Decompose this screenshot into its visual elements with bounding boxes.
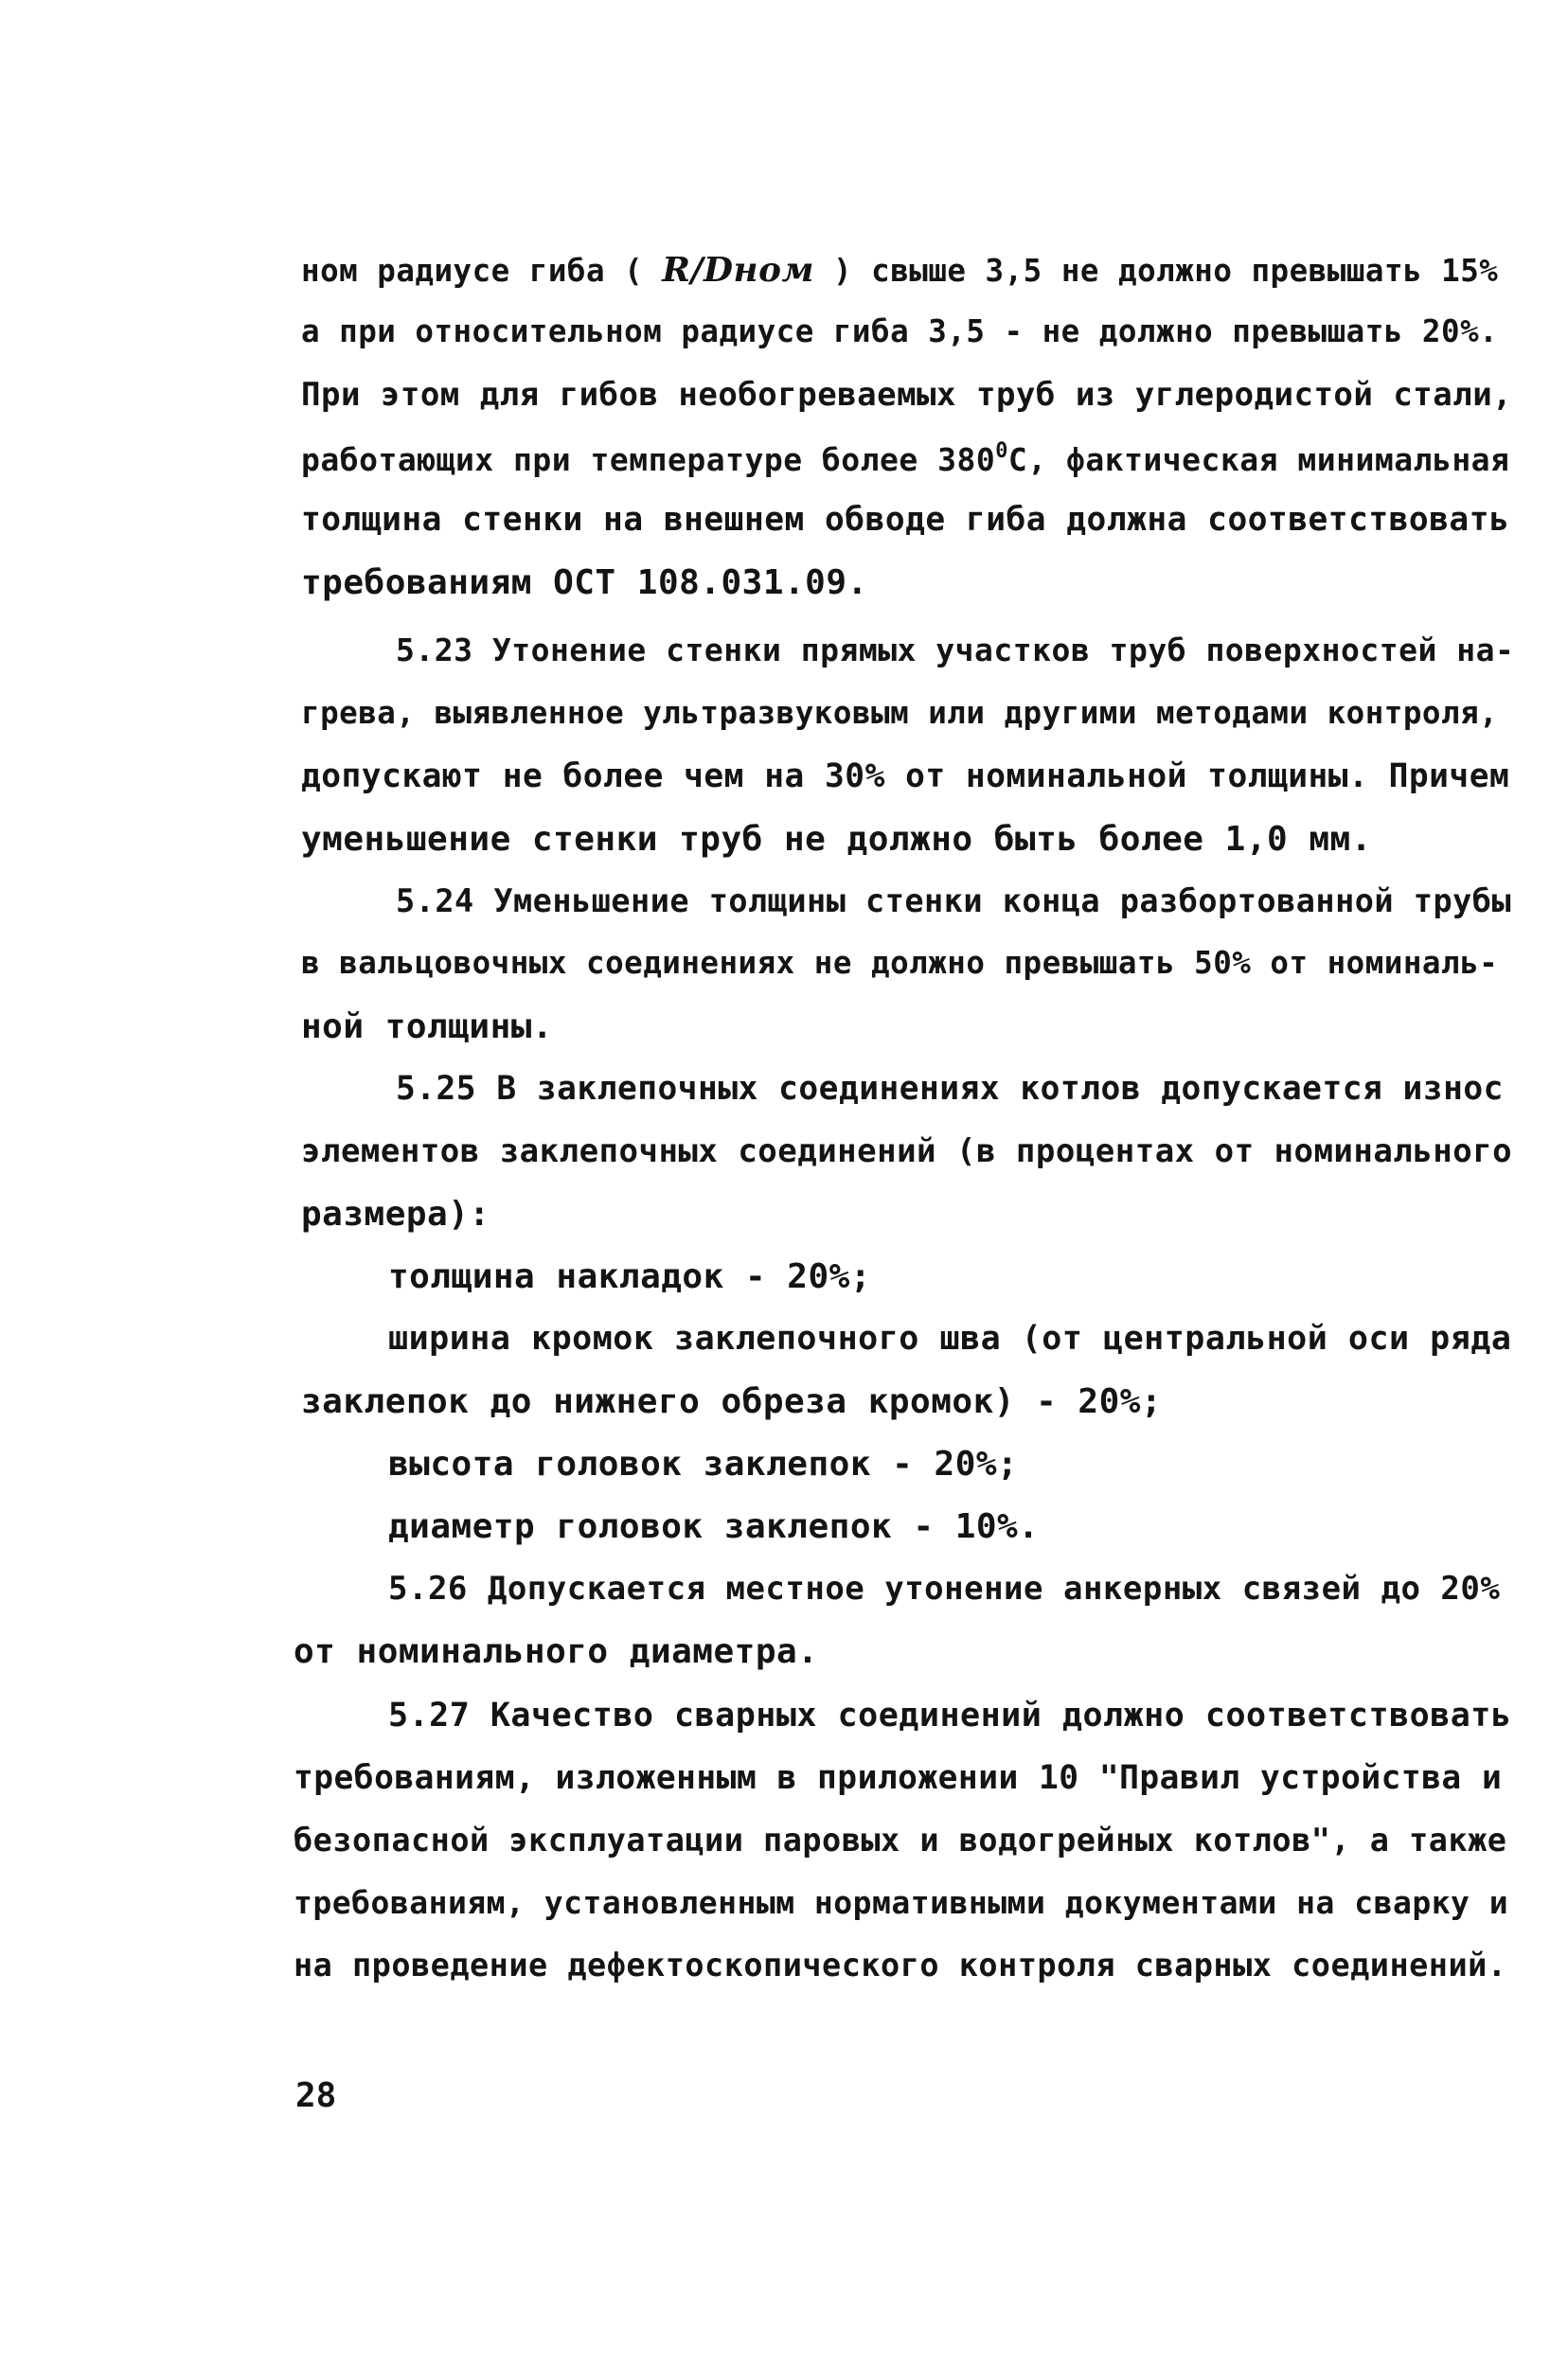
list-item: толщина накладок - 20%; — [388, 1257, 871, 1296]
text-line: размера): — [301, 1195, 490, 1234]
clause-5-24-heading: 5.24 Уменьшение толщины стенки конца разбортованной трубы — [396, 882, 1512, 919]
page-number: 28 — [295, 2076, 337, 2115]
text-line: элементов заклепочных соединений (в процентах от номинального — [301, 1132, 1513, 1170]
text-segment: ном радиусе гиба ( — [301, 253, 663, 289]
list-item: ширина кромок заклепочного шва (от центральной оси ряда — [388, 1320, 1512, 1358]
text-line: от номинального диаметра. — [294, 1632, 819, 1671]
clause-5-27-heading: 5.27 Качество сварных соединений должно соответствовать — [388, 1697, 1512, 1734]
text-line: а при относительном радиусе гиба 3,5 - не должно превышать 20%. — [301, 313, 1499, 349]
text-line: заклепок до нижнего обреза кромок) - 20%; — [301, 1382, 1163, 1421]
handwritten-formula: R/Dном — [662, 250, 814, 290]
clause-5-23-heading: 5.23 Утонение стенки прямых участков труб поверхностей на- — [396, 632, 1515, 668]
clause-5-26-heading: 5.26 Допускается местное утонение анкерных связей до 20% — [388, 1570, 1501, 1608]
text-line: требованиям, установленным нормативными документами на сварку и — [294, 1884, 1509, 1921]
text-line: допускают не более чем на 30% от номинальной толщины. Причем — [301, 757, 1510, 795]
text-line: требованиям ОСТ 108.031.09. — [301, 563, 868, 602]
text-line — [301, 439, 1510, 478]
text-line: толщина стенки на внешнем обводе гиба должна соответствовать — [301, 501, 1510, 539]
text-segment: работающих при температуре более 380 — [301, 441, 996, 478]
text-line: на проведение дефектоскопического контроля сварных соединений. — [294, 1947, 1507, 1984]
text-line: требованиям, изложенным в приложении 10 "Правил устройства и — [294, 1759, 1503, 1797]
clause-5-25-heading: 5.25 В заклепочных соединениях котлов допускается износ — [396, 1070, 1504, 1108]
degree-superscript: 0 — [995, 439, 1008, 463]
text-line: грева, выявленное ультразвуковым или другими методами контроля, — [301, 695, 1499, 731]
list-item: диаметр головок заклепок - 10%. — [388, 1507, 1040, 1546]
text-line: в вальцовочных соединениях не должно превышать 50% от номиналь- — [301, 945, 1499, 981]
text-line: ной толщины. — [301, 1007, 554, 1046]
text-line: безопасной эксплуатации паровых и водогрейных котлов", а также — [294, 1822, 1507, 1859]
list-item: высота головок заклепок - 20%; — [388, 1445, 1019, 1484]
text-line: При этом для гибов необогреваемых труб из углеродистой стали, — [301, 376, 1513, 414]
text-line — [301, 250, 1499, 290]
text-segment: ) свыше 3,5 не должно превышать 15% — [813, 253, 1499, 289]
text-segment: С, фактическая минимальная — [1007, 441, 1510, 478]
text-line: уменьшение стенки труб не должно быть более 1,0 мм. — [301, 820, 1372, 859]
